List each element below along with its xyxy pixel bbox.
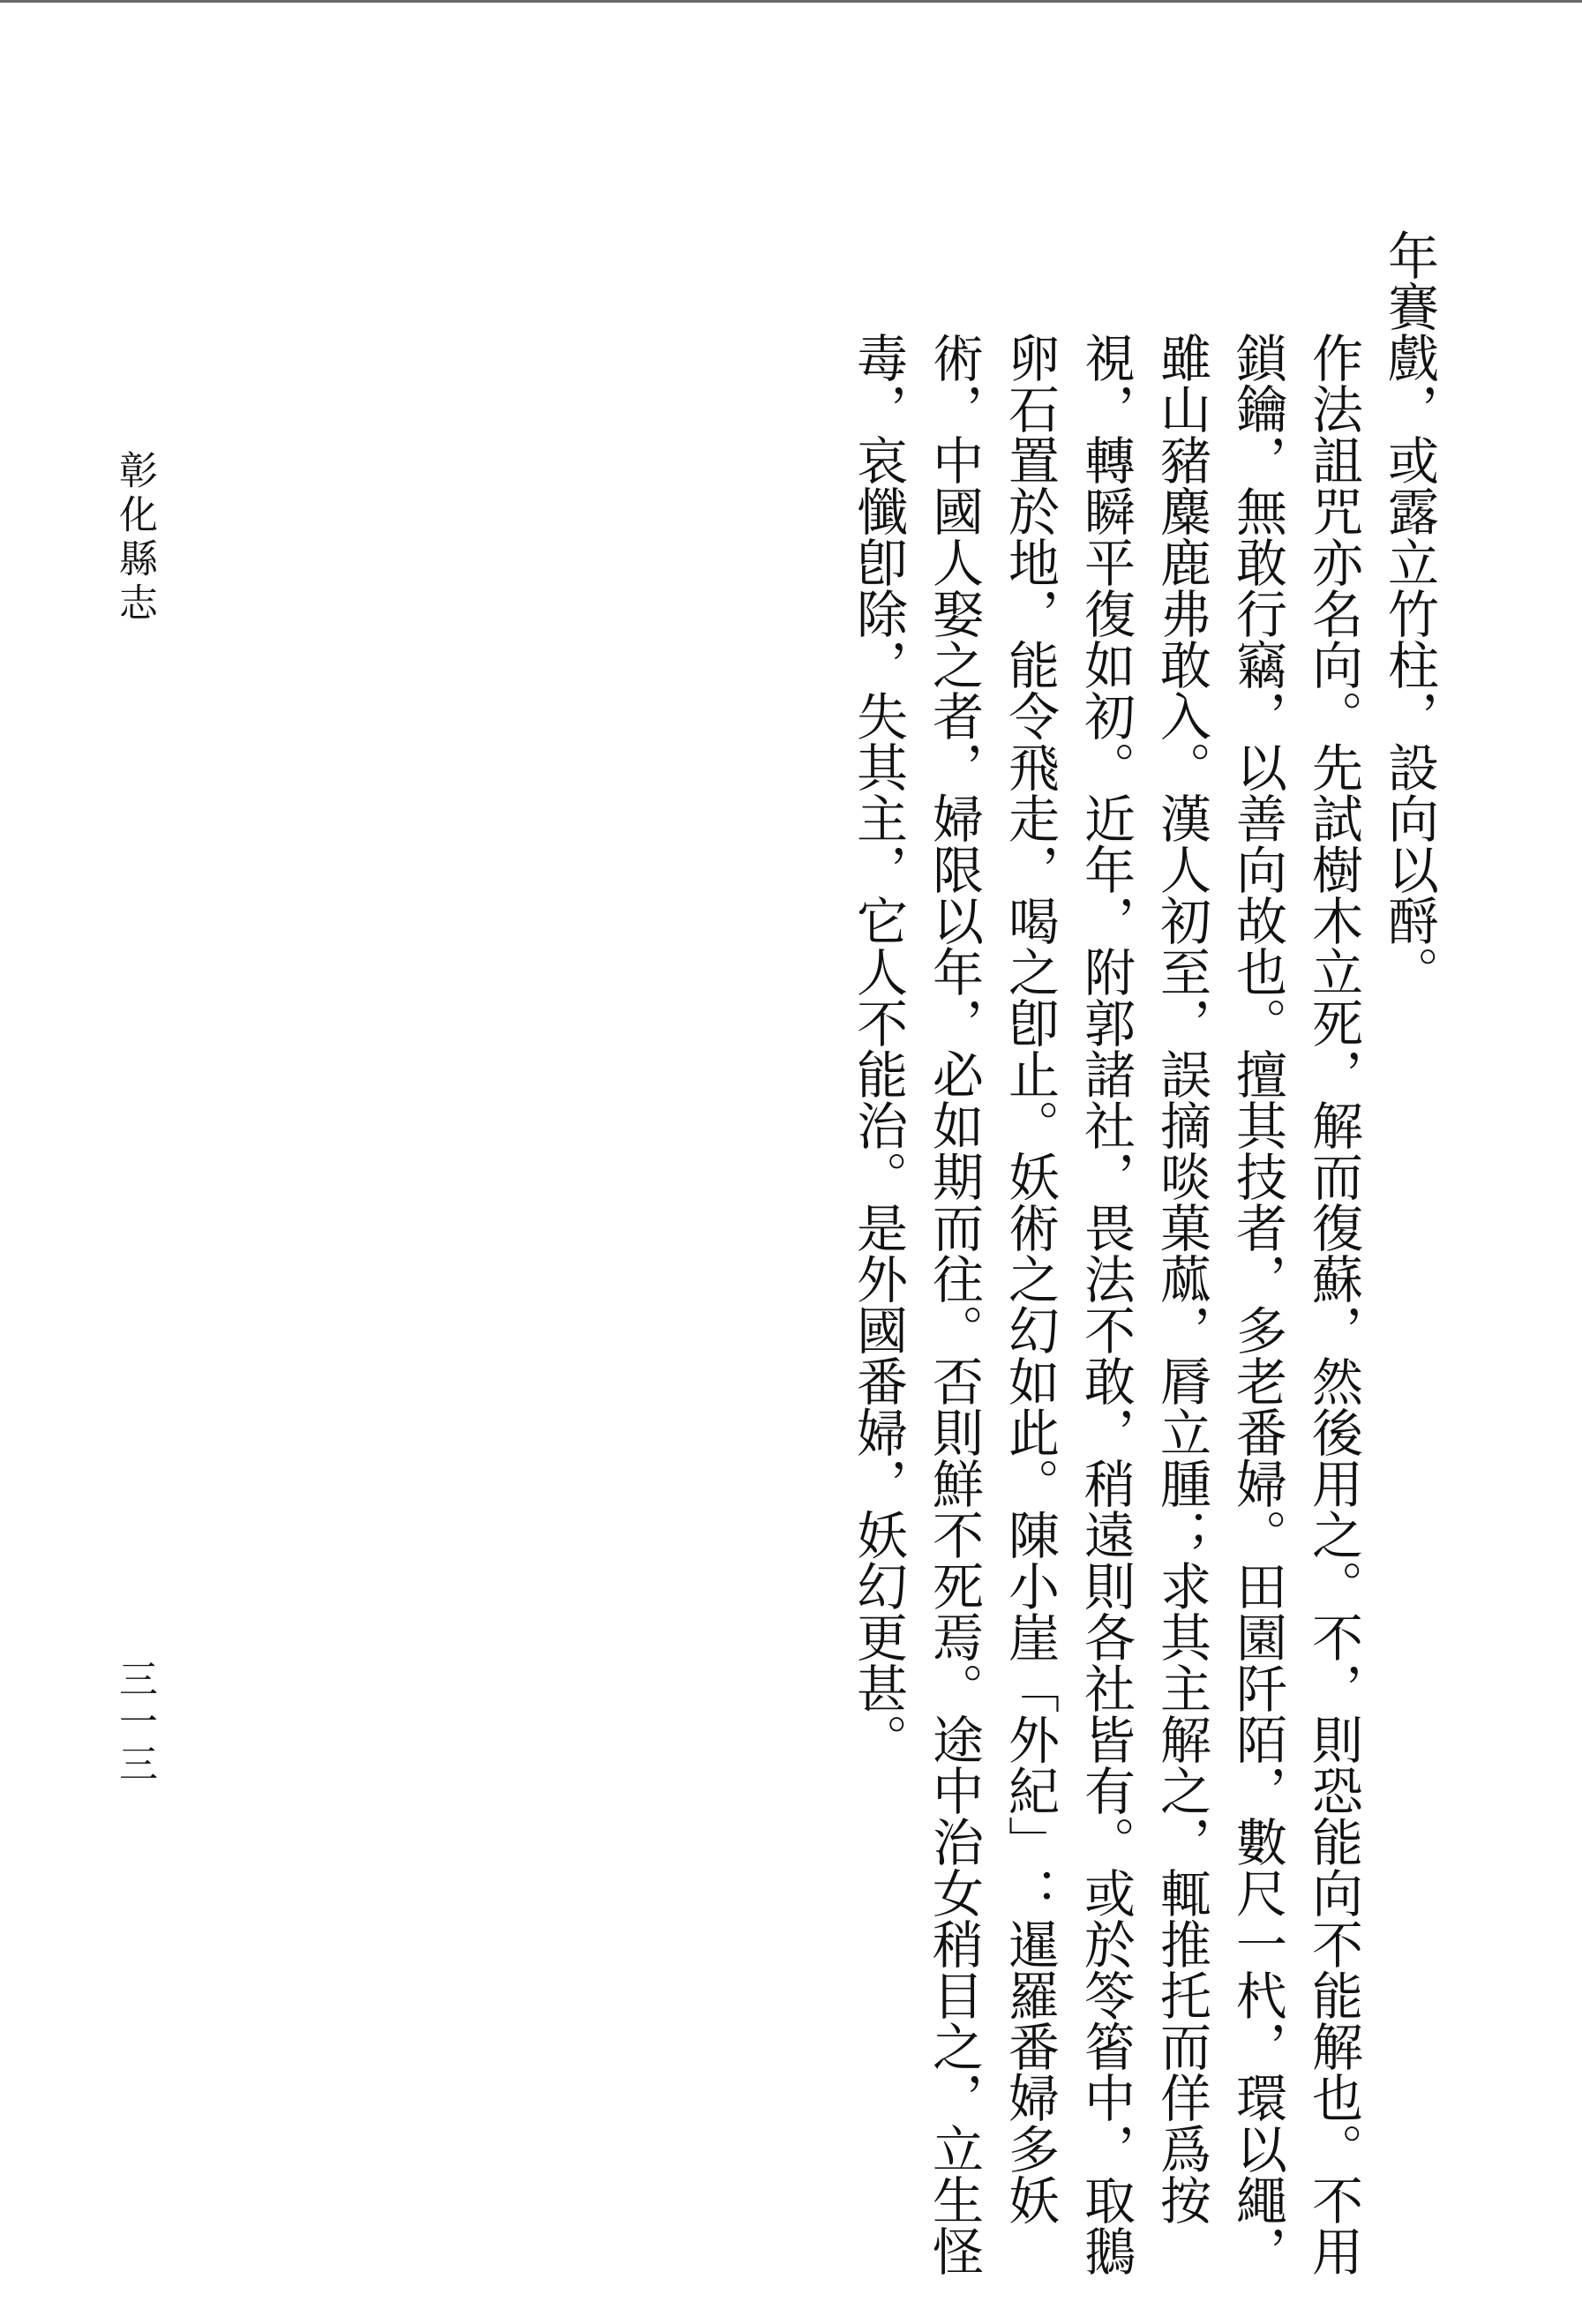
page-number: 三一三 [112,1659,157,1786]
paragraph-2: 作法詛咒亦名向。先試樹木立死，解而復蘇，然後用之。不，則恐能向不能解也。不用鎖鑰，無敢行竊，以善向故也。擅其技者，多老番婦。田園阡陌，數尺一杙，環以繩，雖山豬麋鹿弗敢入。漢人初至，誤摘啖菓蓏，脣立腫；求其主解之，輒推托而佯爲按視，轉瞬平復如初。近年，附郭諸社，畏法不敢，稍遠則各社皆有。或於笭箵中，取鵝卵石置於地，能令飛走，喝之卽止。妖術之幻如此。陳小崖「外紀」：暹羅番婦多妖術，中國人娶之者，婦限以年，必如期而往。否則鮮不死焉。途中治女稍目之，立生怪毒，哀懺卽除，失其主，它人不能治。是外國番婦，妖幻更甚。 [848,332,1363,2276]
paragraph-1: 年賽戲，或露立竹柱，設向以酹。 [1379,229,1439,997]
page-body-text [812,229,1447,2276]
top-border-line [0,0,1582,3]
running-title: 彰化縣志 [112,450,157,626]
